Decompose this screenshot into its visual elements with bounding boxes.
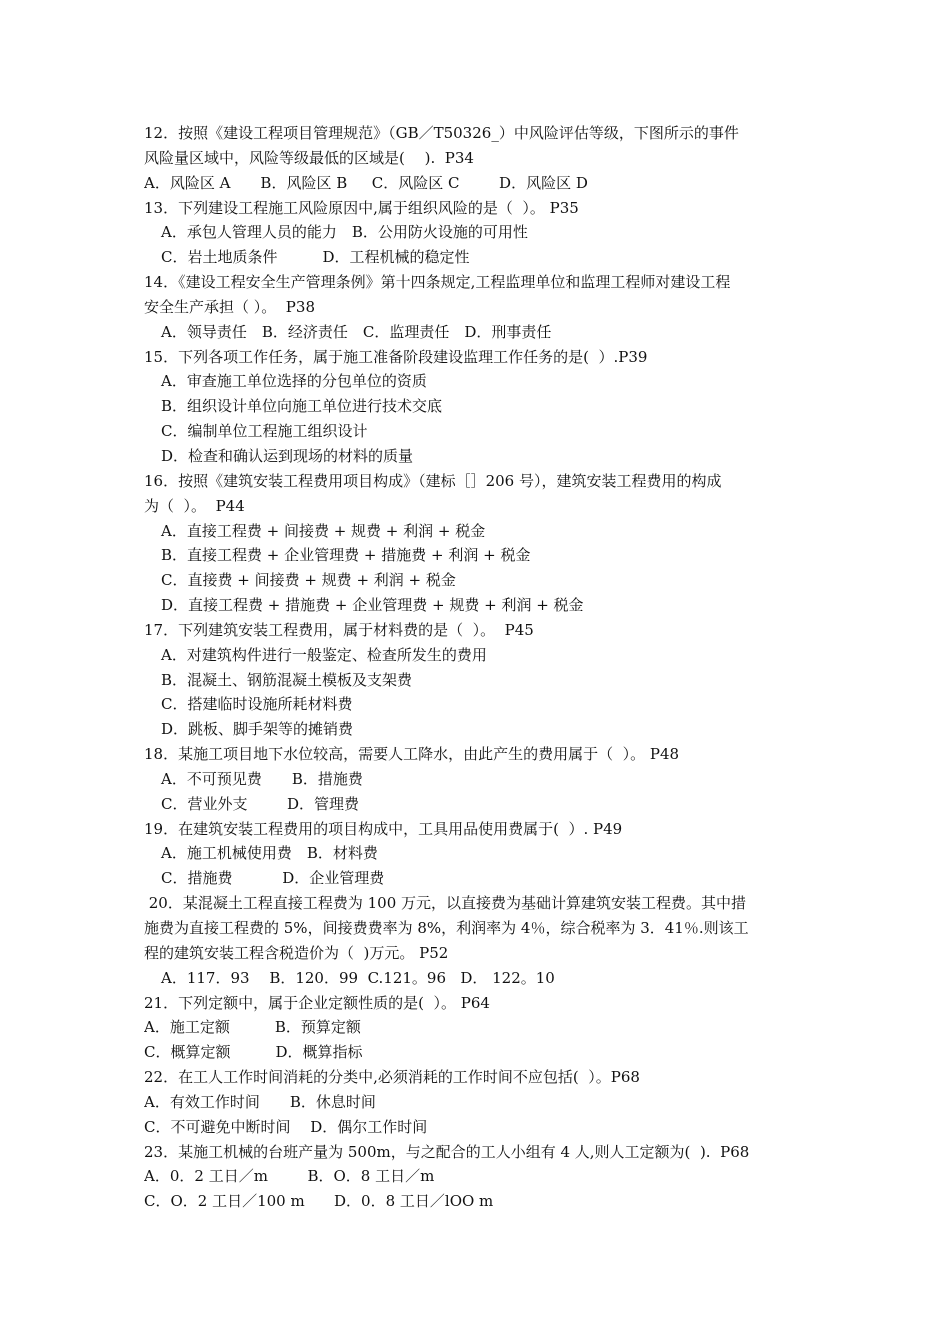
text-line: 23．某施工机械的台班产量为 500m，与之配合的工人小组有 4 人,则人工定额为( ). P68 [144, 1142, 750, 1161]
text-line: A．对建筑构件进行一般鉴定、检查所发生的费用 [161, 645, 487, 664]
text-line: 风险量区域中，风险等级最低的区域是( ). P34 [144, 148, 474, 167]
text-line: 施费为直接工程费的 5%，间接费费率为 8%，利润率为 4％，综合税率为 3．41％.则该工 [144, 919, 749, 937]
text-line: C．编制单位工程施工组织设计 [161, 422, 368, 441]
text-line: 20．某混凝土工程直接工程费为 100 万元，以直接费为基础计算建筑安装工程费。其中措 [144, 894, 747, 913]
text-line: 15．下列各项工作任务，属于施工准备阶段建设监理工作任务的是( ）.P39 [144, 347, 648, 366]
text-line: A．施工定额 B．预算定额 [144, 1018, 361, 1037]
question-text-block [144, 121, 824, 1214]
text-line: C．O．2 工日／100 m D．0．8 工日／lOO m [144, 1192, 494, 1211]
text-line: A．直接工程费 + 间接费 + 规费 + 利润 + 税金 [161, 521, 486, 540]
text-line: A．有效工作时间 B．休息时间 [144, 1092, 376, 1111]
text-line: C．营业外支 D．管理费 [161, 794, 360, 813]
text-line: B．组织设计单位向施工单位进行技术交底 [161, 397, 443, 416]
text-line: 19．在建筑安装工程费用的项目构成中，工具用品使用费属于( ）. P49 [144, 819, 623, 838]
text-line: 22．在工人工作时间消耗的分类中,必须消耗的工作时间不应包括( ）。P68 [144, 1068, 640, 1087]
text-line: 安全生产承担（ ）。 P38 [144, 297, 315, 316]
text-line: C．不可避免中断时间 D．偶尔工作时间 [144, 1117, 428, 1136]
text-line: A．承包人管理人员的能力 B．公用防火设施的可用性 [161, 223, 528, 242]
text-line: 程的建筑安装工程含税造价为（ )万元。 P52 [144, 943, 449, 962]
text-line: 13．下列建设工程施工风险原因中,属于组织风险的是（ ）。 P35 [144, 198, 579, 217]
text-line: A．审查施工单位选择的分包单位的资质 [161, 372, 427, 391]
text-line: D．跳板、脚手架等的摊销费 [161, 720, 354, 739]
text-line: 18．某施工项目地下水位较高，需要人工降水，由此产生的费用属于（ ）。 P48 [144, 745, 680, 764]
text-line: C．概算定额 D．概算指标 [144, 1043, 363, 1062]
text-line: 14．《建设工程安全生产管理条例》第十四条规定,工程监理单位和监理工程师对建设工程 [144, 273, 731, 292]
text-line: 为（ ）。 P44 [144, 496, 245, 515]
text-line: B．混凝土、钢筋混凝土模板及支架费 [161, 670, 413, 689]
text-line: 21．下列定额中，属于企业定额性质的是( ）。 P64 [144, 993, 490, 1012]
text-line: D．直接工程费 + 措施费 + 企业管理费 + 规费 + 利润 + 税金 [161, 596, 584, 615]
text-line: C．搭建临时设施所耗材料费 [161, 695, 353, 714]
text-line: 12．按照《建设工程项目管理规范》（GB／T50326_）中风险评估等级，下图所示的事件 [144, 124, 739, 142]
text-line: A．施工机械使用费 B．材料费 [161, 844, 378, 863]
text-line: A．领导责任 B．经济责任 C．监理责任 D．刑事责任 [161, 322, 552, 341]
text-line: A．不可预见费 B．措施费 [161, 769, 363, 788]
text-line: 16．按照《建筑安装工程费用项目构成》（建标［］206 号），建筑安装工程费用的构成 [144, 471, 722, 490]
text-line: A．0．2 工日／m B．O．8 工日／m [144, 1167, 435, 1186]
text-line: D．检查和确认运到现场的材料的质量 [161, 446, 414, 465]
text-line: 17．下列建筑安装工程费用，属于材料费的是（ ）。 P45 [144, 620, 534, 639]
text-line: B．直接工程费 + 企业管理费 + 措施费 + 利润 + 税金 [161, 546, 531, 565]
text-line: C．岩土地质条件 D．工程机械的稳定性 [161, 248, 470, 267]
text-line: A．风险区 A B．风险区 B C．风险区 C D．风险区 D [144, 173, 588, 192]
text-line: C．措施费 D．企业管理费 [161, 869, 385, 888]
text-line: A．117．93 B．120．99 C.121。96 D． 122。10 [161, 968, 555, 987]
text-line: C．直接费 + 间接费 + 规费 + 利润 + 税金 [161, 571, 456, 590]
